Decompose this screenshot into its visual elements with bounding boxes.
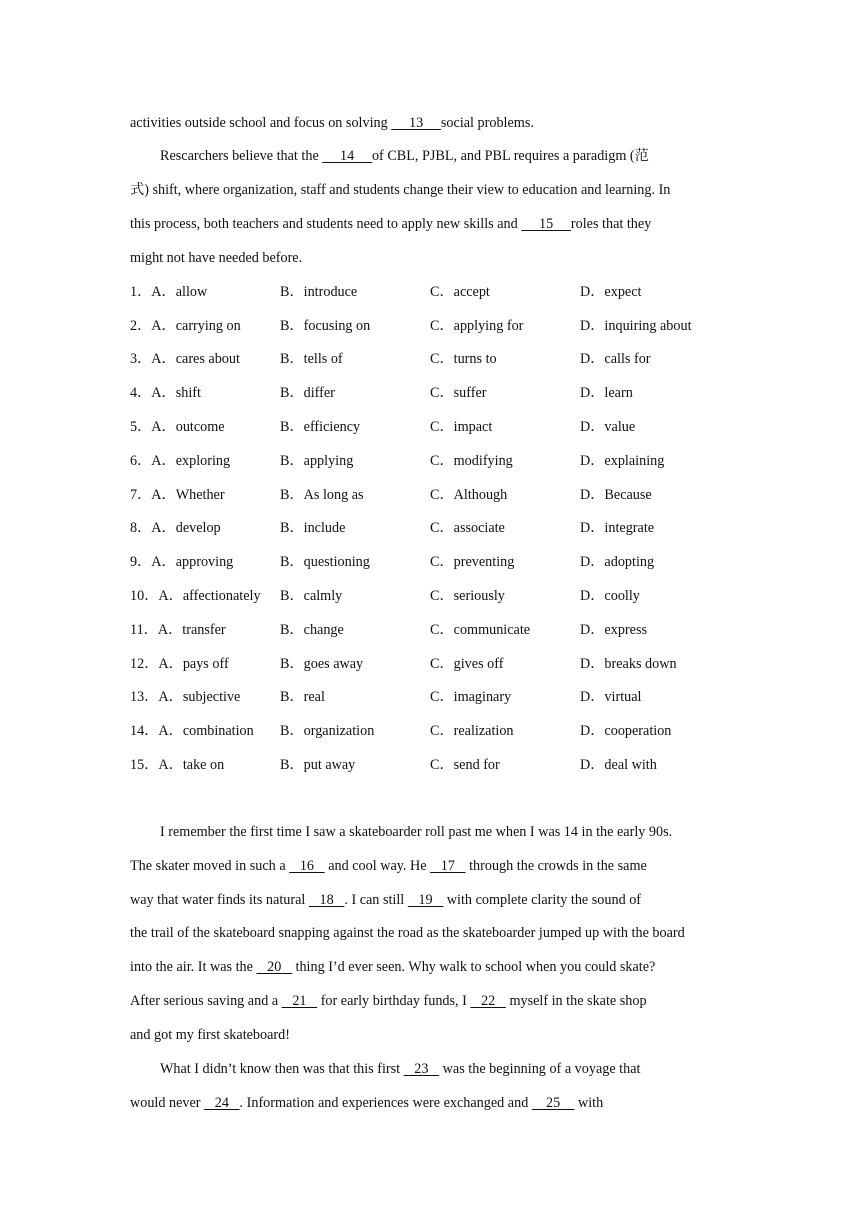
- blank-25: 25: [531, 1095, 575, 1111]
- passage2-line-7: [130, 1026, 290, 1044]
- question-option-d: D．expect: [580, 284, 642, 300]
- question-row: [130, 283, 770, 301]
- question-row: [130, 688, 770, 706]
- question-option-d: D．Because: [580, 487, 652, 503]
- question-option-a: 8．A．develop: [130, 520, 221, 536]
- question-option-a: 9．A．approving: [130, 554, 234, 570]
- question-option-b: B．real: [280, 689, 325, 705]
- passage1-line-5: [130, 249, 302, 267]
- question-option-c: C．suffer: [430, 385, 487, 401]
- question-row: [130, 418, 770, 436]
- question-row: [130, 350, 770, 368]
- question-option-c: C．preventing: [430, 554, 515, 570]
- blank-21: 21: [281, 993, 318, 1009]
- question-option-b: B．differ: [280, 385, 335, 401]
- passage2-line-6: [130, 992, 647, 1010]
- question-option-d: D．calls for: [580, 351, 651, 367]
- question-row: [130, 587, 770, 605]
- question-option-d: D．deal with: [580, 757, 657, 773]
- question-option-d: D．integrate: [580, 520, 655, 536]
- question-option-a: 1．A．allow: [130, 284, 208, 300]
- question-row: [130, 722, 770, 740]
- text: the trail of the skateboard snapping against the road as the skateboarder jumped up with the board: [130, 925, 685, 941]
- text: would never: [130, 1095, 205, 1111]
- question-option-b: B．calmly: [280, 588, 343, 604]
- text: way that water finds its natural: [130, 892, 309, 908]
- question-option-a: 7．A．Whether: [130, 487, 225, 503]
- text: roles that they: [570, 216, 652, 232]
- text: activities outside school and focus on solving: [130, 115, 392, 131]
- passage2-line-2: [130, 857, 647, 875]
- question-option-b: B．tells of: [280, 351, 343, 367]
- blank-13: 13: [391, 115, 441, 131]
- question-option-d: D．virtual: [580, 689, 642, 705]
- question-option-a: 11．A．transfer: [130, 622, 226, 638]
- question-row: [130, 756, 770, 774]
- question-option-c: C．seriously: [430, 588, 505, 604]
- question-option-b: B．As long as: [280, 487, 364, 503]
- question-option-c: C．imaginary: [430, 689, 512, 705]
- passage2-line-5: [130, 958, 655, 976]
- passage1-line-1: [130, 114, 534, 132]
- question-row: [130, 621, 770, 639]
- question-option-b: B．include: [280, 520, 346, 536]
- question-option-d: D．cooperation: [580, 723, 672, 739]
- text: What I didn’t know then was that this first: [160, 1061, 404, 1077]
- question-row: [130, 486, 770, 504]
- text: through the crowds in the same: [465, 858, 647, 874]
- text: with complete clarity the sound of: [443, 892, 642, 908]
- text: 式) shift, where organization, staff and students change their view to education and learning. In: [130, 182, 671, 198]
- text: thing I’d ever seen. Why walk to school when you could skate?: [291, 959, 656, 975]
- text: and cool way. He: [324, 858, 431, 874]
- blank-22: 22: [470, 993, 506, 1009]
- question-option-a: 13．A．subjective: [130, 689, 241, 705]
- question-option-d: D．learn: [580, 385, 633, 401]
- question-option-b: B．questioning: [280, 554, 370, 570]
- question-option-c: C．gives off: [430, 656, 504, 672]
- question-option-a: 4．A．shift: [130, 385, 201, 401]
- text: this process, both teachers and students need to apply new skills and: [130, 216, 522, 232]
- question-option-a: 5．A．outcome: [130, 419, 225, 435]
- question-option-c: C．communicate: [430, 622, 531, 638]
- blank-17: 17: [430, 858, 466, 874]
- question-row: [130, 384, 770, 402]
- text: was the beginning of a voyage that: [439, 1061, 641, 1077]
- question-option-c: C．turns to: [430, 351, 497, 367]
- text: into the air. It was the: [130, 959, 257, 975]
- blank-24: 24: [204, 1095, 240, 1111]
- question-option-a: 14．A．combination: [130, 723, 254, 739]
- question-option-d: D．inquiring about: [580, 318, 692, 334]
- question-option-b: B．organization: [280, 723, 375, 739]
- question-option-c: C．send for: [430, 757, 500, 773]
- question-option-c: C．realization: [430, 723, 514, 739]
- text: . Information and experiences were exchanged and: [239, 1095, 532, 1111]
- question-row: [130, 655, 770, 673]
- question-option-d: D．adopting: [580, 554, 655, 570]
- blank-20: 20: [256, 959, 292, 975]
- question-option-c: C．accept: [430, 284, 490, 300]
- question-option-d: D．express: [580, 622, 647, 638]
- passage1-line-2: [160, 147, 649, 165]
- passage1-line-4: [130, 215, 651, 233]
- question-row: [130, 519, 770, 537]
- question-row: [130, 317, 770, 335]
- text: social problems.: [440, 115, 534, 131]
- question-option-d: D．coolly: [580, 588, 640, 604]
- passage2-line-4: [130, 924, 685, 942]
- question-option-a: 15．A．take on: [130, 757, 225, 773]
- question-option-b: B．focusing on: [280, 318, 371, 334]
- question-option-d: D．value: [580, 419, 636, 435]
- text: of CBL, PJBL, and PBL requires a paradigm (范: [371, 148, 649, 164]
- question-option-c: C．impact: [430, 419, 493, 435]
- blank-16: 16: [289, 858, 325, 874]
- text: might not have needed before.: [130, 250, 303, 266]
- question-option-c: C．modifying: [430, 453, 513, 469]
- question-option-b: B．change: [280, 622, 344, 638]
- question-option-c: C．Although: [430, 487, 508, 503]
- blank-23: 23: [403, 1061, 440, 1077]
- question-option-b: B．applying: [280, 453, 354, 469]
- text: and got my first skateboard!: [130, 1027, 290, 1043]
- text: I remember the first time I saw a skateboarder roll past me when I was 14 in the early 90s.: [160, 824, 673, 840]
- blank-15: 15: [521, 216, 571, 232]
- passage2-line-1: [160, 823, 672, 841]
- text: The skater moved in such a: [130, 858, 290, 874]
- question-option-b: B．put away: [280, 757, 356, 773]
- question-option-b: B．efficiency: [280, 419, 361, 435]
- passage1-line-3: [130, 181, 670, 199]
- passage2-line-9: [130, 1094, 603, 1112]
- question-row: [130, 553, 770, 571]
- blank-18: 18: [308, 892, 345, 908]
- question-option-d: D．explaining: [580, 453, 665, 469]
- question-option-c: C．applying for: [430, 318, 524, 334]
- text: with: [574, 1095, 604, 1111]
- question-option-a: 10．A．affectionately: [130, 588, 261, 604]
- question-option-a: 12．A．pays off: [130, 656, 229, 672]
- question-option-b: B．introduce: [280, 284, 358, 300]
- text: for early birthday funds, I: [317, 993, 471, 1009]
- blank-14: 14: [322, 148, 372, 164]
- question-option-a: 2．A．carrying on: [130, 318, 241, 334]
- question-option-c: C．associate: [430, 520, 505, 536]
- text: . I can still: [344, 892, 408, 908]
- question-option-b: B．goes away: [280, 656, 364, 672]
- blank-19: 19: [407, 892, 444, 908]
- passage2-line-8: [160, 1060, 640, 1078]
- question-row: [130, 452, 770, 470]
- text: After serious saving and a: [130, 993, 282, 1009]
- text: Rescarchers believe that the: [160, 148, 323, 164]
- question-option-a: 6．A．exploring: [130, 453, 231, 469]
- question-option-d: D．breaks down: [580, 656, 677, 672]
- text: myself in the skate shop: [505, 993, 647, 1009]
- question-option-a: 3．A．cares about: [130, 351, 240, 367]
- passage2-line-3: [130, 891, 641, 909]
